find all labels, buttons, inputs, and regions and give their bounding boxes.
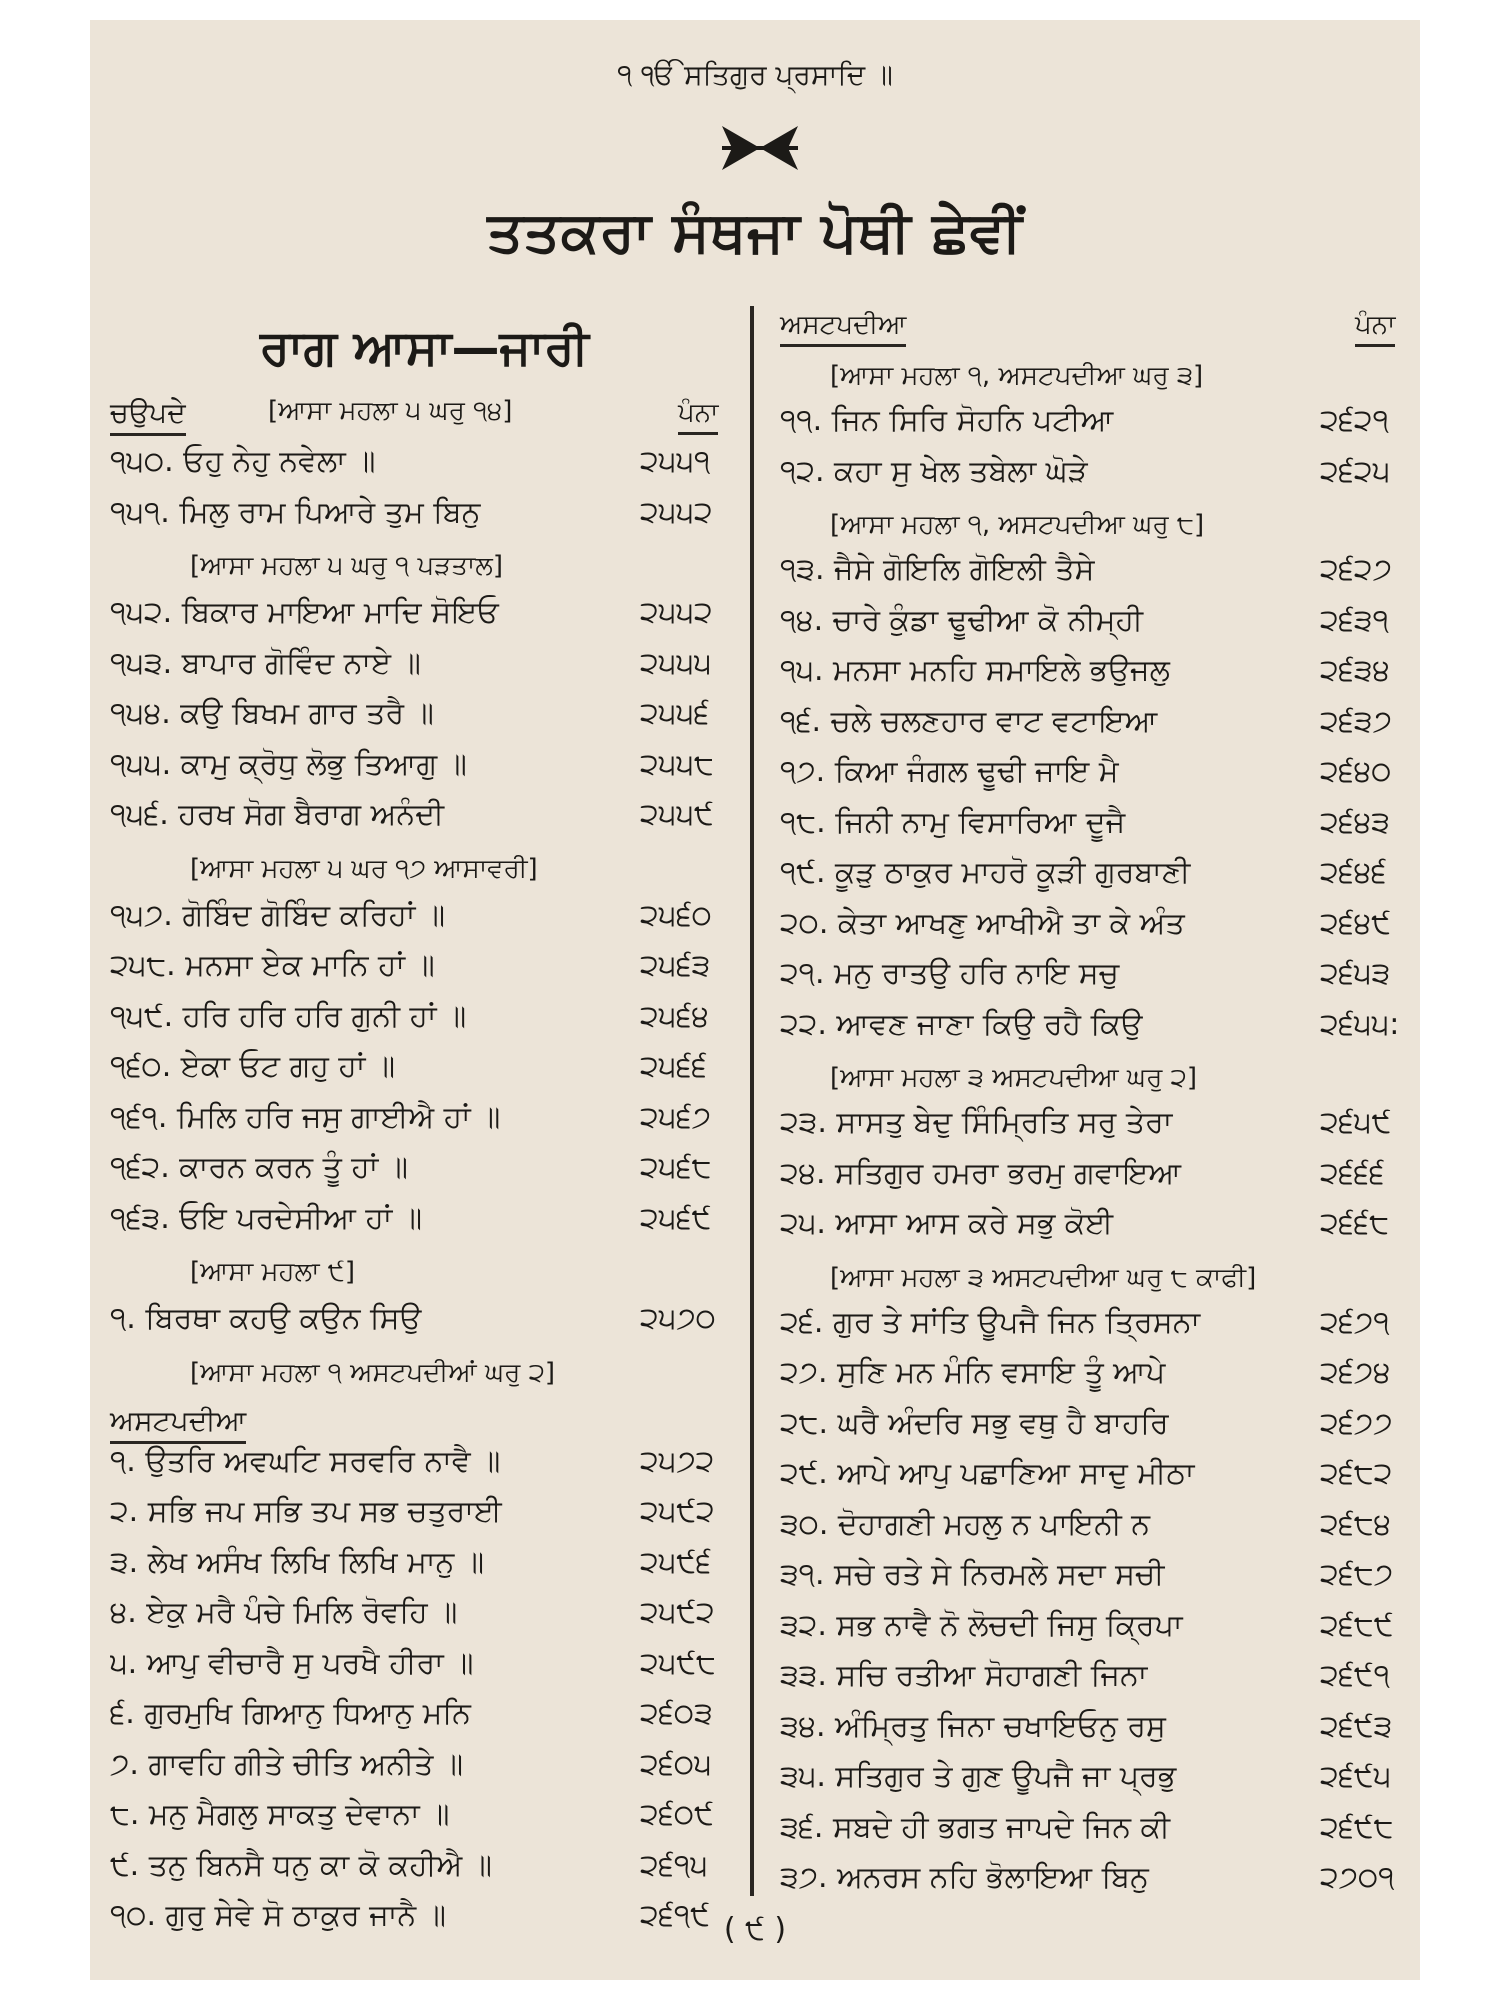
entry-page-number: ੨੬੦੯: [640, 1797, 714, 1832]
entry-title: ੧੫੬. ਹਰਖ ਸੋਗ ਬੈਰਾਗ ਅਨੰਦੀ: [110, 797, 445, 832]
right-page-label: ਪੰਨਾ: [1355, 310, 1395, 347]
entry-title: ੧੬੩. ਓਇ ਪਰਦੇਸੀਆ ਹਾਂ ॥: [110, 1200, 423, 1236]
entry-page-number: ੨੫੯੨: [640, 1595, 715, 1630]
entry-page-number: ੨੬੯੮: [1320, 1809, 1394, 1845]
entry-title: ੧੬. ਚਲੇ ਚਲਣਹਾਰ ਵਾਟ ਵਟਾਇਆ: [780, 703, 1158, 739]
entry-page-number: ੨੫੬੮: [640, 1150, 712, 1185]
entry-page-number: ੨੫੫੨: [640, 595, 713, 630]
entry-page-number: ੨੫੫੨: [640, 494, 713, 530]
entry-page-number: ੨੫੬੪: [640, 998, 709, 1034]
entry-page-number: ੨੫੯੮: [640, 1645, 716, 1681]
section-subheading: [ਆਸਾ ਮਹਲਾ ੧ ਅਸਟਪਦੀਆਂ ਘਰੁ ੨]: [190, 1357, 556, 1388]
entry-page-number: ੨੬੭੪: [1320, 1355, 1391, 1390]
entry-title: ੪. ਏਕੁ ਮਰੈ ਪੰਚੇ ਮਿਲਿ ਰੋਵਹਿ ॥: [110, 1595, 458, 1630]
entry-page-number: ੨੬੦੩: [640, 1696, 713, 1731]
entry-page-number: ੨੬੫੫:: [1320, 1006, 1400, 1042]
entry-page-number: ੨੬੬੬: [1320, 1155, 1385, 1191]
entry-page-number: ੨੬੪੦: [1320, 754, 1392, 789]
entry-page-number: ੨੫੬੦: [640, 897, 712, 933]
entry-title: ੩੬. ਸਬਦੇ ਹੀ ਭਗਤ ਜਾਪਦੇ ਜਿਨ ਕੀ: [780, 1809, 1171, 1845]
section-subheading: [ਆਸਾ ਮਹਲਾ ੫ ਘਰ ੧੭ ਆਸਾਵਰੀ]: [190, 853, 538, 884]
entry-page-number: ੨੬੫੯: [1320, 1105, 1392, 1140]
entry-title: ੧੫੦. ਓਹੁ ਨੇਹੁ ਨਵੇਲਾ ॥: [110, 444, 376, 479]
section-subheading: [ਆਸਾ ਮਹਲਾ ੧, ਅਸਟਪਦੀਆ ਘਰੁ ੮]: [830, 510, 1205, 540]
entry-page-number: ੨੫੬੬: [640, 1049, 707, 1084]
entry-page-number: ੨੬੫੩: [1320, 956, 1391, 991]
entry-title: ੧੫੭. ਗੋਬਿੰਦ ਗੋਬਿੰਦ ਕਰਿਹਾਂ ॥: [110, 897, 446, 933]
entry-page-number: ੨੭੦੧: [1320, 1860, 1395, 1895]
entry-title: ੨੩. ਸਾਸਤੁ ਬੇਦੁ ਸਿੰਮ੍ਰਿਤਿ ਸਰੁ ਤੇਰਾ: [780, 1105, 1173, 1140]
entry-title: ੧੦. ਗੁਰੁ ਸੇਵੇ ਸੋ ਠਾਕੁਰ ਜਾਨੈ ॥: [110, 1898, 446, 1933]
entry-page-number: ੨੫੫੧: [640, 444, 711, 479]
right-section-label: ਅਸਟਪਦੀਆ: [780, 310, 906, 347]
entry-title: ੧. ਬਿਰਥਾ ਕਹਉ ਕਉਨ ਸਿਉ: [110, 1301, 422, 1336]
entry-title: ੫. ਆਪੁ ਵੀਚਾਰੈ ਸੁ ਪਰਖੈ ਹੀਰਾ ॥: [110, 1645, 474, 1681]
entry-title: ੨੫. ਆਸਾ ਆਸ ਕਰੇ ਸਭੁ ਕੋਈ: [780, 1206, 1114, 1241]
entry-title: ੧੬੧. ਮਿਲਿ ਹਰਿ ਜਸੁ ਗਾਈਐ ਹਾਂ ॥: [110, 1099, 501, 1135]
section-subheading: [ਆਸਾ ਮਹਲਾ ੯]: [190, 1257, 355, 1287]
entry-title: ੧੬੨. ਕਾਰਨ ਕਰਨ ਤੂੰ ਹਾਂ ॥: [110, 1150, 408, 1185]
ornament-icon: [720, 120, 800, 176]
entry-title: ੩. ਲੇਖ ਅਸੰਖ ਲਿਖਿ ਲਿਖਿ ਮਾਨੁ ॥: [110, 1544, 485, 1580]
entry-page-number: ੨੬੧੯: [640, 1898, 710, 1933]
entry-title: ੨. ਸਭਿ ਜਪ ਸਭਿ ਤਪ ਸਭ ਚਤੁਰਾਈ: [110, 1494, 502, 1529]
entry-title: ੨੪. ਸਤਿਗੁਰ ਹਮਰਾ ਭਰਮੁ ਗਵਾਇਆ: [780, 1155, 1181, 1191]
section-subheading: [ਆਸਾ ਮਹਲਾ ੫ ਘਰੁ ੧ ਪੜਤਾਲ]: [190, 551, 504, 581]
entry-title: ੯. ਤਨੁ ਬਿਨਸੈ ਧਨੁ ਕਾ ਕੋ ਕਹੀਐ ॥: [110, 1847, 492, 1883]
entry-page-number: ੨੫੫੮: [640, 746, 714, 782]
scanned-page: [90, 20, 1420, 1980]
entry-title: ੧੫੪. ਕਉ ਬਿਖਮ ਗਾਰ ਤਰੈ ॥: [110, 696, 434, 731]
section-label: ਅਸਟਪਦੀਆ: [110, 1404, 246, 1444]
entry-page-number: ੨੬੯੫: [1320, 1759, 1392, 1794]
entry-page-number: ੨੬੩੪: [1320, 653, 1390, 688]
entry-title: ੩੭. ਅਨਰਸ ਨਹਿ ਭੋਲਾਇਆ ਬਿਨੁ: [780, 1860, 1149, 1895]
entry-title: ੧੫੯. ਹਰਿ ਹਰਿ ਹਰਿ ਗੁਨੀ ਹਾਂ ॥: [110, 998, 467, 1034]
left-page-label: ਪੰਨਾ: [678, 398, 718, 435]
entry-page-number: ੨੬੮੨: [1320, 1456, 1393, 1491]
left-section-label: ਚਉਪਦੇ: [110, 396, 186, 436]
entry-title: ੩੪. ਅੰਮ੍ਰਿਤੁ ਜਿਨਾ ਚਖਾਇਓਨੁ ਰਸੁ: [780, 1708, 1166, 1744]
entry-page-number: ੨੬੩੧: [1320, 602, 1389, 638]
entry-page-number: ੨੬੮੪: [1320, 1506, 1392, 1542]
entry-title: ੩੩. ਸਚਿ ਰਤੀਆ ਸੋਹਾਗਣੀ ਜਿਨਾ: [780, 1658, 1148, 1693]
entry-page-number: ੨੫੫੬: [640, 696, 710, 731]
entry-page-number: ੨੬੦੫: [640, 1746, 712, 1782]
entry-title: ੬. ਗੁਰਮੁਖਿ ਗਿਆਨੁ ਧਿਆਨੁ ਮਨਿ: [110, 1696, 471, 1731]
entry-page-number: ੨੫੫੯: [640, 797, 714, 832]
entry-title: ੨੧. ਮਨੁ ਰਾਤਉ ਹਰਿ ਨਾਇ ਸਚੁ: [780, 956, 1120, 991]
entry-title: ੧੬੦. ਏਕਾ ਓਟ ਗਹੁ ਹਾਂ ॥: [110, 1049, 396, 1084]
entry-title: ੨੨. ਆਵਣ ਜਾਣਾ ਕਿਉ ਰਹੈ ਕਿਉ: [780, 1006, 1143, 1042]
invocation: ੧ ੴ ਸਤਿਗੁਰ ਪ੍ਰਸਾਦਿ ॥: [617, 58, 893, 91]
entry-page-number: ੨੫੬੭: [640, 1099, 711, 1135]
section-subheading: [ਆਸਾ ਮਹਲਾ ੩ ਅਸਟਪਦੀਆ ਘਰੁ ੮ ਕਾਫੀ]: [830, 1262, 1257, 1293]
entry-page-number: ੨੬੪੩: [1320, 804, 1390, 840]
entry-title: ੩੦. ਦੋਹਾਗਣੀ ਮਹਲੁ ਨ ਪਾਇਨੀ ਨ: [780, 1506, 1151, 1542]
entry-title: ੩੨. ਸਭ ਨਾਵੈ ਨੋ ਲੋਚਦੀ ਜਿਸੁ ਕ੍ਰਿਪਾ: [780, 1607, 1183, 1643]
entry-page-number: ੨੬੨੧: [1320, 403, 1389, 438]
section-subheading: [ਆਸਾ ਮਹਲਾ ੧, ਅਸਟਪਦੀਆ ਘਰੁ ੩]: [830, 361, 1204, 391]
entry-page-number: ੨੫੬੩: [640, 948, 711, 983]
entry-page-number: ੨੬੧੫: [640, 1847, 708, 1883]
entry-page-number: ੨੫੫੫: [640, 645, 712, 681]
entry-title: ੧੫੨. ਬਿਕਾਰ ਮਾਇਆ ਮਾਦਿ ਸੋਇਓ: [110, 595, 499, 630]
entry-title: ੧੭. ਕਿਆ ਜੰਗਲ ਢੂਢੀ ਜਾਇ ਮੈ: [780, 754, 1119, 789]
page-title: ਤਤਕਰਾ ਸੰਥਜਾ ਪੋਥੀ ਛੇਵੀਂ: [487, 200, 1023, 265]
entry-title: ੨੫੮. ਮਨਸਾ ਏਕ ਮਾਨਿ ਹਾਂ ॥: [110, 948, 435, 983]
entry-title: ੧੨. ਕਹਾ ਸੁ ਖੇਲ ਤਬੇਲਾ ਘੋੜੇ: [780, 453, 1088, 489]
entry-page-number: ੨੬੯੧: [1320, 1658, 1390, 1693]
entry-page-number: ੨੬੩੭: [1320, 703, 1392, 739]
entry-title: ੨੯. ਆਪੇ ਆਪੁ ਪਛਾਣਿਆ ਸਾਦੁ ਮੀਠਾ: [780, 1456, 1195, 1491]
entry-title: ੧੧. ਜਿਨ ਸਿਰਿ ਸੋਹਨਿ ਪਟੀਆ: [780, 403, 1114, 438]
entry-title: ੭. ਗਾਵਹਿ ਗੀਤੇ ਚੀਤਿ ਅਨੀਤੇ ॥: [110, 1746, 464, 1782]
entry-page-number: ੨੬੭੧: [1320, 1304, 1390, 1340]
section-subheading: [ਆਸਾ ਮਹਲਾ ੩ ਅਸਟਪਦੀਆ ਘਰੁ ੨]: [830, 1063, 1197, 1093]
column-divider: [750, 306, 754, 1896]
entry-page-number: ੨੬੪੬: [1320, 855, 1387, 890]
entry-page-number: ੨੫੯੨: [640, 1494, 715, 1529]
entry-page-number: ੨੫੭੨: [640, 1443, 715, 1479]
entry-page-number: ੨੫੯੬: [640, 1544, 712, 1580]
entry-title: ੧੫੧. ਮਿਲੁ ਰਾਮ ਪਿਆਰੇ ਤੁਮ ਬਿਨੁ: [110, 494, 481, 530]
entry-title: ੧੫੫. ਕਾਮੁ ਕ੍ਰੋਧੁ ਲੋਭੁ ਤਿਆਗੁ ॥: [110, 746, 467, 782]
entry-page-number: ੨੬੨੭: [1320, 552, 1392, 587]
left-section-sub: [ਆਸਾ ਮਹਲਾ ੫ ਘਰੁ ੧੪]: [268, 396, 513, 426]
entry-title: ੩੫. ਸਤਿਗੁਰ ਤੇ ਗੁਣ ਊਪਜੈ ਜਾ ਪ੍ਰਭੁ: [780, 1759, 1177, 1794]
entry-page-number: ੨੬੬੮: [1320, 1206, 1390, 1241]
raga-heading: ਰਾਗ ਆਸਾ—ਜਾਰੀ: [260, 320, 589, 376]
entry-title: ੨੭. ਸੁਣਿ ਮਨ ਮੰਨਿ ਵਸਾਇ ਤੂੰ ਆਪੇ: [780, 1355, 1166, 1390]
entry-title: ੩੧. ਸਚੇ ਰਤੇ ਸੇ ਨਿਰਮਲੇ ਸਦਾ ਸਚੀ: [780, 1557, 1165, 1592]
entry-title: ੮. ਮਨੁ ਮੈਗਲੁ ਸਾਕਤੁ ਦੇਵਾਨਾ ॥: [110, 1797, 450, 1832]
entry-title: ੧੮. ਜਿਨੀ ਨਾਮੁ ਵਿਸਾਰਿਆ ਦੂਜੈ: [780, 804, 1126, 840]
entry-page-number: ੨੬੮੭: [1320, 1557, 1394, 1592]
entry-title: ੨੬. ਗੁਰ ਤੇ ਸਾਂਤਿ ਊਪਜੈ ਜਿਨ ਤ੍ਰਿਸਨਾ: [780, 1304, 1201, 1340]
entry-page-number: ੨੬੮੯: [1320, 1607, 1394, 1643]
entry-title: ੧. ਉਤਰਿ ਅਵਘਟਿ ਸਰਵਰਿ ਨਾਵੈ ॥: [110, 1443, 501, 1479]
entry-title: ੧੫੩. ਬਾਪਾਰ ਗੋਵਿੰਦ ਨਾਏ ॥: [110, 645, 421, 681]
entry-page-number: ੨੫੭੦: [640, 1301, 716, 1336]
entry-title: ੧੫. ਮਨਸਾ ਮਨਹਿ ਸਮਾਇਲੇ ਭਉਜਲੁ: [780, 653, 1170, 688]
entry-title: ੨੮. ਘਰੈ ਅੰਦਰਿ ਸਭੁ ਵਥੁ ਹੈ ਬਾਹਰਿ: [780, 1405, 1169, 1441]
entry-title: ੨੦. ਕੇਤਾ ਆਖਣੁ ਆਖੀਐ ਤਾ ਕੇ ਅੰਤ: [780, 905, 1185, 941]
entry-title: ੧੯. ਕੂੜੁ ਠਾਕੁਰ ਮਾਹਰੋ ਕੂੜੀ ਗੁਰਬਾਣੀ: [780, 855, 1191, 890]
entry-page-number: ੨੬੭੭: [1320, 1405, 1393, 1441]
page-number: ( ੯ ): [723, 1912, 787, 1947]
entry-title: ੧੩. ਜੈਸੇ ਗੋਇਲਿ ਗੋਇਲੀ ਤੈਸੇ: [780, 552, 1095, 587]
entry-page-number: ੨੫੬੯: [640, 1200, 712, 1236]
entry-page-number: ੨੬੯੩: [1320, 1708, 1393, 1744]
entry-page-number: ੨੬੪੯: [1320, 905, 1391, 941]
entry-page-number: ੨੬੨੫: [1320, 453, 1391, 489]
entry-title: ੧੪. ਚਾਰੇ ਕੁੰਡਾ ਢੂਢੀਆ ਕੋ ਨੀਮ੍ਹੀ: [780, 602, 1144, 638]
